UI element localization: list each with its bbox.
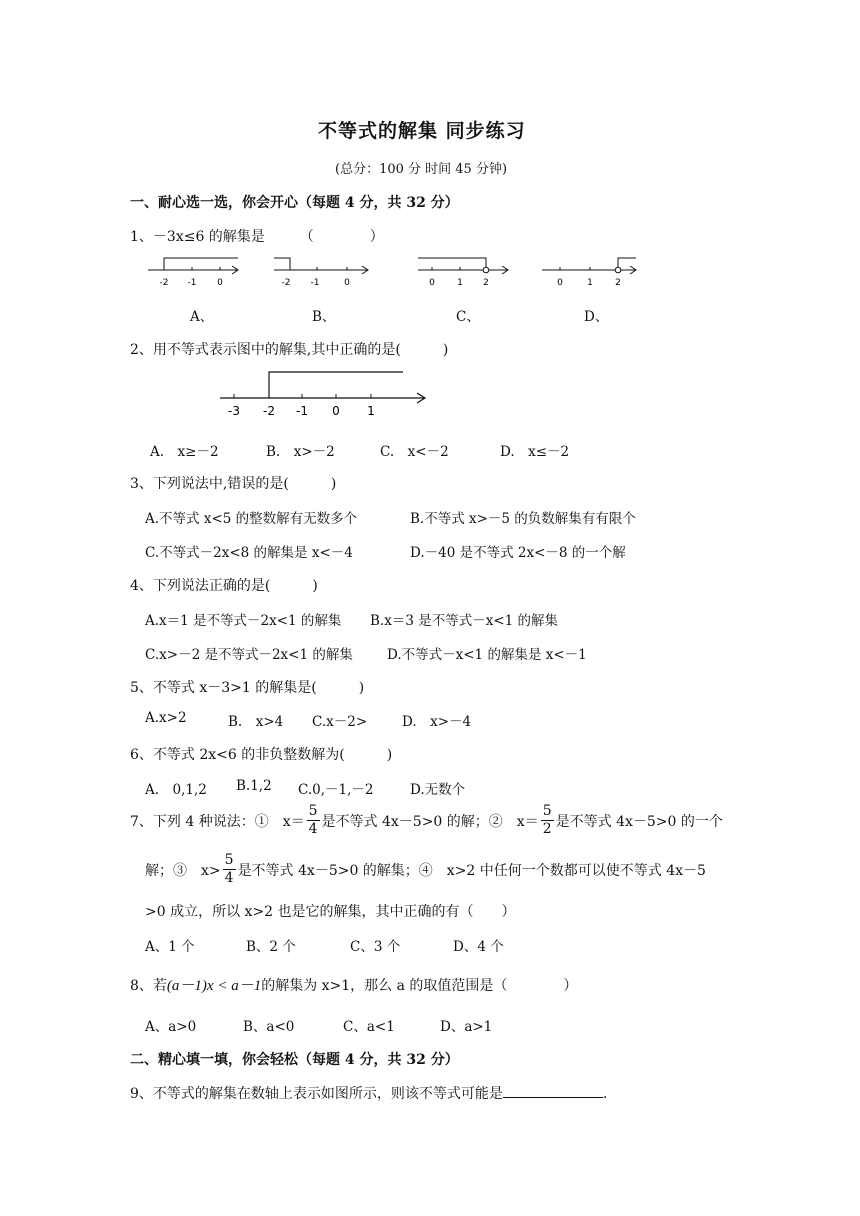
q7-text-1b: 是不等式 4x－5>0 的解；② x＝: [321, 813, 539, 830]
q1-c-tick-3: 2: [483, 278, 489, 288]
q4-option-c: C.x>－2 是不等式－2x<1 的解集: [145, 647, 353, 663]
q4-option-a: A.x＝1 是不等式－2x<1 的解集: [145, 613, 342, 629]
q1-option-a: A、: [190, 309, 214, 325]
q1-a-tick-2: -1: [187, 278, 197, 288]
q1-a-tick-1: -2: [159, 278, 169, 288]
q5-option-d: D. x>－4: [402, 714, 472, 730]
q8-option-a: A、a>0: [145, 1019, 197, 1035]
q4-option-b: B.x＝3 是不等式－x<1 的解集: [370, 613, 559, 629]
q3-stem: 3、下列说法中,错误的是( ): [130, 476, 337, 492]
q6-option-c: C.0,－1,－2: [298, 782, 374, 798]
q2-stem: 2、用不等式表示图中的解集,其中正确的是( ): [130, 342, 449, 358]
q1-option-b: B、: [312, 309, 336, 325]
q1-axis-c: [418, 258, 508, 288]
q6-option-d: D.无数个: [410, 782, 466, 798]
q9-text: 9、不等式的解集在数轴上表示如图所示，则该不等式可能是: [130, 1086, 503, 1102]
q5-option-a: A.x>2: [145, 710, 187, 726]
q7-line-1: [130, 803, 723, 838]
q3-option-c: C.不等式－2x<8 的解集是 x<－4: [145, 545, 353, 561]
q7-option-a: A、1 个: [145, 939, 195, 955]
q6-stem: 6、不等式 2x<6 的非负整数解为( ): [130, 747, 393, 763]
q2-tick-3: -1: [296, 404, 308, 418]
subtitle: (总分：100 分 时间 45 分钟): [335, 162, 508, 177]
q8-stem: [130, 974, 577, 995]
q7-text-1c: 是不等式 4x－5>0 的一个: [555, 813, 723, 830]
q6-option-b: B.1,2: [236, 778, 272, 794]
q9-stem: [130, 1083, 607, 1103]
q5-option-c: C.x－2>: [312, 714, 368, 730]
q1-c-tick-2: 1: [457, 278, 463, 288]
q1-b-tick-3: 0: [344, 278, 350, 288]
q5-option-b: B. x>4: [228, 714, 284, 730]
q8-option-d: D、a>1: [440, 1019, 493, 1035]
q1-option-c: C、: [456, 309, 480, 325]
q1-d-tick-1: 0: [557, 278, 563, 288]
q1-number-lines: [140, 250, 660, 292]
q4-stem: 4、下列说法正确的是( ): [130, 578, 318, 594]
q1-stem: 1、－3x≤6 的解集是 （ ）: [130, 229, 384, 245]
q7-text-2a: 解；③ x>: [145, 862, 221, 879]
section-1-heading: 一、耐心选一选，你会开心（每题 4 分，共 32 分）: [130, 195, 459, 211]
q2-number-line: [215, 362, 440, 420]
q2-option-a: A. x≥－2: [150, 444, 219, 460]
q7-text-1a: 7、下列 4 种说法：① x＝: [130, 813, 305, 830]
q2-option-b: B. x>－2: [266, 444, 335, 460]
q1-axis-a: [148, 258, 238, 288]
q6-option-a: A. 0,1,2: [145, 782, 207, 798]
q1-axis-d: [542, 258, 636, 288]
q9-end: .: [602, 1086, 608, 1102]
q7-option-d: D、4 个: [453, 939, 504, 955]
q7-option-c: C、3 个: [350, 939, 401, 955]
q1-option-d: D、: [584, 309, 609, 325]
q1-c-tick-1: 0: [429, 278, 435, 288]
q2-option-d: D. x≤－2: [500, 444, 570, 460]
q2-tick-2: -2: [263, 404, 275, 418]
q8-option-b: B、a<0: [243, 1019, 295, 1035]
q4-option-d: D.不等式－x<1 的解集是 x<－1: [387, 647, 587, 663]
q1-d-tick-2: 1: [587, 278, 593, 288]
q8-math: (a－1)x < a－1: [166, 978, 262, 994]
q2-tick-5: 1: [367, 404, 375, 418]
q1-b-tick-2: -1: [310, 278, 320, 288]
q8-pre: 8、若: [130, 978, 167, 994]
q9-answer-blank[interactable]: [503, 1085, 603, 1098]
q2-tick-1: -3: [228, 404, 240, 418]
q7-fraction-2: $\frac{5}{2}$: [542, 803, 552, 837]
section-2-heading: 二、精心填一填，你会轻松（每题 4 分，共 32 分）: [130, 1052, 459, 1068]
q7-line-3: >0 成立，所以 x>2 也是它的解集，其中正确的有（ ）: [145, 904, 516, 920]
q2-tick-4: 0: [332, 404, 340, 418]
q1-b-tick-1: -2: [281, 278, 291, 288]
q1-axis-b: [274, 258, 368, 288]
q7-fraction-1: $\frac{5}{4}$: [308, 803, 318, 837]
q7-text-2b: 是不等式 4x－5>0 的解集；④ x>2 中任何一个数都可以使不等式 4x－5: [237, 862, 706, 879]
q7-line-2: [145, 852, 706, 887]
q8-post: 的解集为 x>1，那么 a 的取值范围是（ ）: [261, 978, 578, 994]
q3-option-d: D.－40 是不等式 2x<－8 的一个解: [410, 545, 626, 561]
q1-a-tick-3: 0: [217, 278, 223, 288]
q7-fraction-3: $\frac{5}{4}$: [224, 852, 234, 886]
q2-option-c: C. x<－2: [380, 444, 449, 460]
q8-option-c: C、a<1: [343, 1019, 395, 1035]
page-title: 不等式的解集 同步练习: [318, 120, 526, 142]
q7-option-b: B、2 个: [246, 939, 296, 955]
q1-d-tick-3: 2: [615, 278, 621, 288]
q3-option-a: A.不等式 x<5 的整数解有无数多个: [145, 511, 358, 527]
q5-stem: 5、不等式 x－3>1 的解集是( ): [130, 680, 365, 696]
q3-option-b: B.不等式 x>－5 的负数解集有有限个: [410, 511, 636, 527]
